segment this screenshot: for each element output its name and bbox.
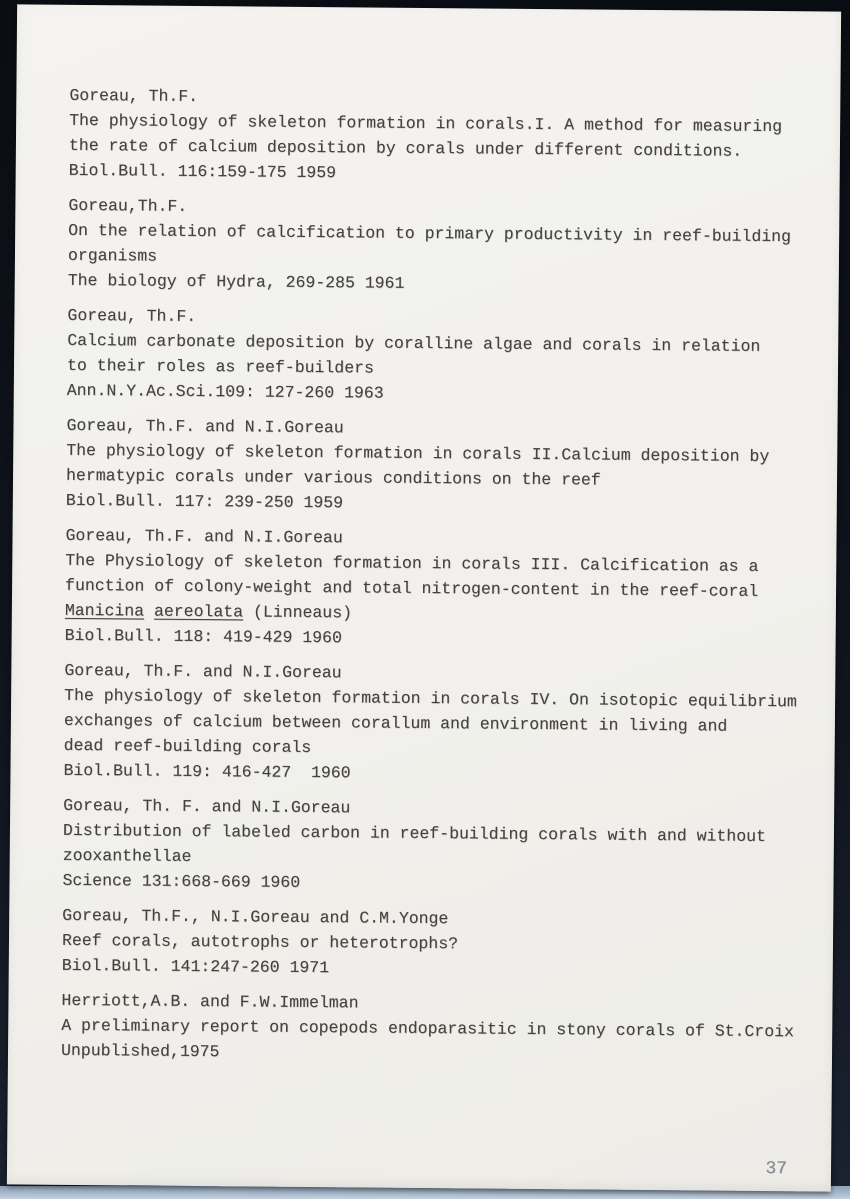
reference-line: Goreau, Th.F.: [69, 85, 199, 107]
reference-line: Biol.Bull. 119: 416-427 1960: [63, 760, 351, 783]
reference-line: Calcium carbonate deposition by coralline algae and corals in relation: [67, 330, 761, 356]
reference-text-segment: [144, 602, 154, 621]
reference-line: hermatypic corals under various conditions on the reef: [65, 465, 601, 490]
reference-line: Unpublished,1975: [60, 1040, 220, 1062]
reference-entry: [65, 523, 807, 654]
reference-line: Distribution of labeled carbon in reef-building corals with and without: [62, 820, 767, 846]
page-number: 37: [765, 1159, 788, 1180]
document-page: [7, 4, 841, 1191]
reference-line: Science 131:668-669 1960: [62, 870, 301, 892]
bibliography-list: [61, 83, 811, 1079]
reference-line: Goreau, Th.F.: [67, 305, 197, 327]
reference-entry: [67, 303, 809, 409]
reference-entry: [62, 903, 804, 984]
reference-line: the rate of calcium deposition by corals under different conditions.: [68, 135, 743, 161]
reference-line: Biol.Bull. 141:247-260 1971: [61, 955, 330, 978]
reference-line: to their roles as reef-builders: [66, 355, 375, 378]
reference-line: function of colony-weight and total nitrogen-content in the reef-coral: [65, 575, 759, 601]
reference-line: zooxanthellae: [62, 845, 192, 866]
reference-line: Goreau, Th. F. and N.I.Goreau: [63, 795, 351, 818]
reference-line: Goreau, Th.F. and N.I.Goreau: [65, 525, 343, 548]
reference-line: Biol.Bull. 118: 419-429 1960: [64, 625, 342, 648]
reference-line: The Physiology of skeleton formation in corals III. Calcification as a: [65, 550, 759, 576]
reference-entry: [68, 193, 810, 299]
reference-entry: [69, 83, 811, 189]
reference-line: Ann.N.Y.Ac.Sci.109: 127-260 1963: [66, 380, 384, 403]
underlined-species-name: Manicina: [64, 600, 145, 621]
reference-line: Goreau, Th.F. and N.I.Goreau: [66, 415, 344, 438]
reference-line: Biol.Bull. 117: 239-250 1959: [65, 490, 344, 513]
reference-line: Biol.Bull. 116:159-175 1959: [68, 160, 337, 183]
reference-line: The physiology of skeleton formation in corals IV. On isotopic equilibrium: [64, 685, 797, 712]
reference-line: Goreau,Th.F.: [68, 195, 188, 216]
reference-line: The physiology of skeleton formation in corals II.Calcium deposition by: [66, 440, 770, 467]
reference-entry: [62, 793, 804, 899]
reference-entry: [61, 988, 803, 1069]
reference-line: On the relation of calcification to primary productivity in reef-building: [68, 220, 792, 247]
reference-line: dead reef-building corals: [63, 735, 312, 758]
reference-line: exchanges of calcium between corallum and environment in living and: [63, 710, 728, 736]
reference-line: Herriott,A.B. and F.W.Immelman: [61, 990, 359, 1013]
reference-line: organisms: [67, 245, 158, 266]
reference-line: The biology of Hydra, 269-285 1961: [67, 270, 405, 293]
reference-text-segment: (Linneaus): [243, 602, 353, 623]
reference-line: Goreau, Th.F. and N.I.Goreau: [64, 660, 342, 683]
reference-line: Goreau, Th.F., N.I.Goreau and C.M.Yonge: [62, 905, 449, 929]
reference-line: A preliminary report on copepods endoparasitic in stony corals of St.Croix: [61, 1015, 795, 1042]
reference-entry: [63, 658, 805, 789]
reference-entry: [66, 413, 808, 519]
reference-line: Reef corals, autotrophs or heterotrophs?: [61, 930, 459, 954]
reference-line: The physiology of skeleton formation in corals.I. A method for measuring: [69, 110, 783, 137]
underlined-species-name: aereolata: [153, 601, 244, 622]
